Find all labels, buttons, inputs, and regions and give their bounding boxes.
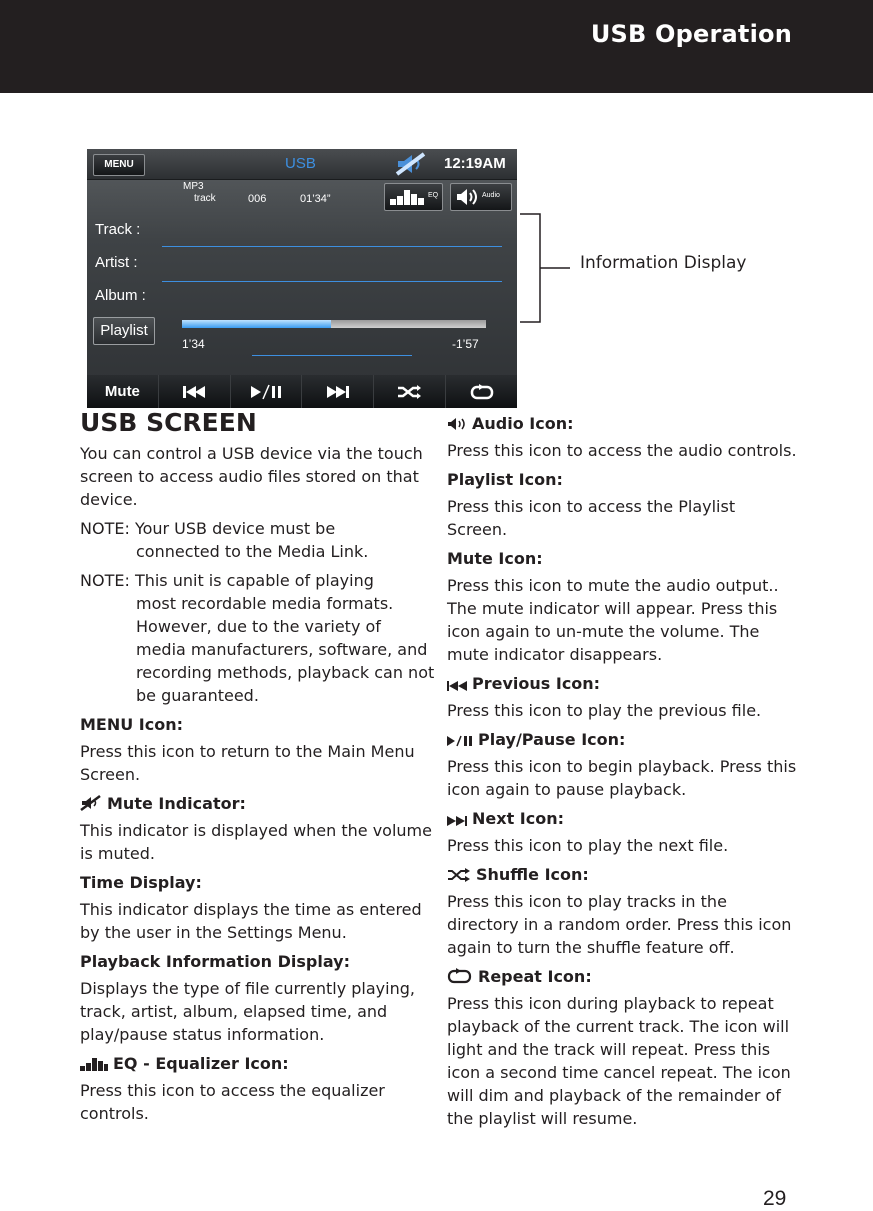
- playlist-button[interactable]: Playlist: [93, 317, 155, 345]
- playback-info-text: Displays the type of file currently playing, track, artist, album, elapsed time, and play/pause status information.: [80, 979, 415, 1044]
- mute-button[interactable]: Mute: [87, 375, 159, 408]
- time-display-text: This indicator displays the time as entered by the user in the Settings Menu.: [80, 900, 422, 942]
- audio-icon-text: Press this icon to access the audio controls.: [447, 441, 797, 460]
- repeat-icon-title: Repeat Icon:: [478, 967, 592, 986]
- track-time: 01’34”: [300, 193, 331, 205]
- mute-indicator-heading: [80, 792, 435, 815]
- information-display-callout: Information Display: [580, 253, 747, 273]
- note-label: NOTE:: [80, 571, 130, 590]
- mute-icon-text: Press this icon to mute the audio output.. The mute indicator will appear. Press this icon again to un-mute the volume. The mute indicator disappears.: [447, 576, 779, 664]
- note-text-cont: most recordable media formats. However, due to the variety of media manufacturers, software, and recording methods, playback can not be guaranteed.: [136, 594, 435, 705]
- repeat-icon: [447, 968, 473, 984]
- eq-label: EQ: [428, 192, 439, 199]
- eq-icon: [388, 187, 428, 207]
- playlist-icon-text: Press this icon to access the Playlist Screen.: [447, 497, 736, 539]
- artist-field-line: [162, 281, 502, 282]
- next-button[interactable]: [302, 375, 374, 408]
- page-title: USB Operation: [590, 20, 792, 48]
- track-field-label: Track :: [95, 221, 141, 238]
- note-text: Your USB device must be: [134, 519, 336, 538]
- playlist-icon-heading: Playlist Icon:: [447, 470, 563, 489]
- track-number: 006: [248, 193, 267, 205]
- note-1: [80, 517, 435, 563]
- artist-field-label: Artist :: [95, 254, 138, 271]
- playback-info-heading: Playback Information Display:: [80, 952, 350, 971]
- play-pause-button[interactable]: [231, 375, 303, 408]
- previous-icon-title: Previous Icon:: [472, 674, 601, 693]
- shuffle-icon: [447, 868, 471, 882]
- repeat-icon-text: Press this icon during playback to repeat playback of the current track. The icon will light and the track will repeat. Press this icon a second time cancel repeat. The icon will dim and playback of the remainder of the playlist will resume.: [447, 994, 791, 1128]
- previous-button[interactable]: [159, 375, 231, 408]
- next-icon: [326, 385, 350, 399]
- format-label: MP3: [183, 181, 204, 192]
- previous-icon-text: Press this icon to play the previous file.: [447, 701, 762, 720]
- eq-icon-text: Press this icon to access the equalizer controls.: [80, 1081, 385, 1123]
- audio-button[interactable]: [450, 183, 512, 211]
- eq-icon-title: EQ - Equalizer Icon:: [113, 1054, 289, 1073]
- mute-indicator-title: Mute Indicator:: [107, 794, 246, 813]
- play-pause-title: Play/Pause Icon:: [478, 730, 626, 749]
- repeat-icon: [469, 383, 495, 401]
- mute-indicator-icon: [80, 795, 102, 811]
- note-2: [80, 569, 435, 707]
- menu-button[interactable]: MENU: [93, 154, 145, 176]
- play-pause-icon: [249, 384, 283, 400]
- callout-bracket: [520, 213, 542, 323]
- next-icon-text: Press this icon to play the next file.: [447, 836, 729, 855]
- source-label: USB: [285, 155, 316, 172]
- mute-icon-heading: Mute Icon:: [447, 549, 543, 568]
- time-display: 12:19AM: [444, 155, 506, 172]
- audio-icon-heading: [447, 412, 797, 435]
- usb-screen-screenshot: [87, 149, 517, 408]
- speaker-icon: [454, 187, 480, 207]
- note-label: NOTE:: [80, 519, 130, 538]
- play-pause-heading: [447, 728, 797, 751]
- left-column: [80, 408, 435, 1131]
- next-icon: [447, 816, 467, 826]
- shuffle-icon-heading: [447, 863, 797, 886]
- progress-fill: [182, 320, 331, 328]
- elapsed-time: 1’34: [182, 337, 205, 351]
- intro-text: You can control a USB device via the touch screen to access audio files stored on that device.: [80, 444, 423, 509]
- audio-icon-title: Audio Icon:: [472, 414, 574, 433]
- play-pause-icon: [447, 735, 473, 747]
- menu-icon-heading: MENU Icon:: [80, 715, 184, 734]
- next-icon-heading: [447, 807, 797, 830]
- progress-bar[interactable]: [182, 320, 486, 328]
- play-pause-text: Press this icon to begin playback. Press this icon again to pause playback.: [447, 757, 797, 799]
- page-number: 29: [763, 1187, 787, 1210]
- shuffle-button[interactable]: [374, 375, 446, 408]
- shuffle-icon-title: Shuffle Icon:: [476, 865, 589, 884]
- mute-indicator-text: This indicator is displayed when the volume is muted.: [80, 821, 432, 863]
- control-bar: [87, 375, 517, 408]
- status-line: [252, 355, 412, 356]
- next-icon-title: Next Icon:: [472, 809, 564, 828]
- note-text: This unit is capable of playing: [134, 571, 374, 590]
- track-caption: track: [194, 193, 216, 204]
- previous-icon: [447, 681, 467, 691]
- repeat-icon-heading: [447, 965, 797, 988]
- menu-icon-text: Press this icon to return to the Main Menu Screen.: [80, 742, 415, 784]
- speaker-icon: [447, 417, 467, 431]
- section-heading: USB SCREEN: [80, 408, 257, 437]
- remaining-time: -1’57: [452, 337, 479, 351]
- header-bar: [0, 0, 873, 93]
- eq-icon-heading: [80, 1052, 435, 1075]
- shuffle-icon: [397, 384, 423, 400]
- shuffle-icon-text: Press this icon to play tracks in the directory in a random order. Press this icon again to turn the shuffle feature off.: [447, 892, 792, 957]
- album-field-label: Album :: [95, 287, 146, 304]
- repeat-button[interactable]: [446, 375, 517, 408]
- eq-button[interactable]: [384, 183, 443, 211]
- previous-icon-heading: [447, 672, 797, 695]
- callout-line: [542, 267, 572, 270]
- note-text-cont: connected to the Media Link.: [136, 542, 369, 561]
- previous-icon: [182, 385, 206, 399]
- right-column: [447, 412, 797, 1136]
- mute-indicator-icon: [394, 152, 428, 176]
- eq-icon: [80, 1057, 108, 1071]
- time-display-heading: Time Display:: [80, 873, 202, 892]
- audio-label: Audio: [482, 192, 500, 199]
- track-field-line: [162, 246, 502, 247]
